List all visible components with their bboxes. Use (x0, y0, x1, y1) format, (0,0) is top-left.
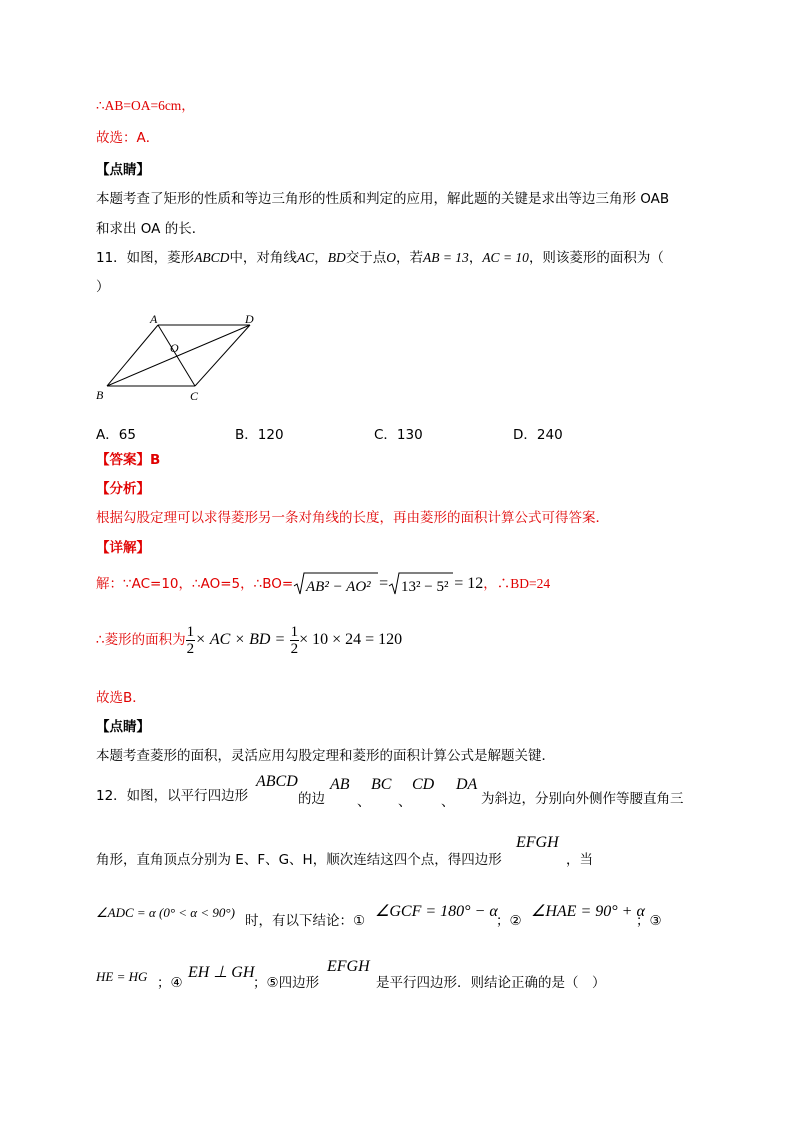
area-expr-2: × 10 × 24 = 120 (299, 631, 403, 648)
q12-sep: 、 (357, 794, 371, 810)
detail-post: ，∴BD=24 (483, 576, 551, 591)
q12-dang: ，当 (566, 852, 593, 868)
q12-semi-3: ；③ (636, 913, 662, 929)
q11-text: ，若 (395, 250, 423, 266)
sqrt-ab-ao (293, 571, 379, 597)
detail-solution-line (96, 570, 550, 598)
choose-line: 故选B． (96, 690, 146, 706)
q12-line3: 时，有以下结论：① (245, 913, 366, 929)
diagonal-bd (107, 325, 250, 386)
q11-ac: AC (296, 250, 315, 265)
q12-sep: 、 (441, 794, 455, 810)
option-a: A．65 (96, 427, 136, 443)
q11-text: 中，对角线 (229, 250, 297, 266)
dianjing-heading: 【点睛】 (96, 162, 150, 178)
q12-efgh-2: EFGH (327, 958, 370, 975)
q11-bd: BD (327, 250, 346, 265)
q12-semi-2: ；② (496, 913, 522, 929)
q12-abcd: ABCD (256, 773, 298, 790)
option-d: D．240 (513, 427, 563, 443)
label-b: B (96, 388, 104, 402)
sqrt-13-5-text: 13² − 5² (401, 579, 449, 595)
question-11 (96, 249, 664, 267)
q12-semi-4: ；④ (157, 975, 183, 991)
sqrt-13-5 (388, 571, 454, 597)
q12-ab: AB (330, 776, 350, 793)
q11-abcd: ABCD (194, 250, 230, 265)
q12-text2: 为斜边，分别向外侧作等腰直角三 (481, 791, 684, 807)
fraction-half-2 (290, 624, 300, 657)
q12-end: 是平行四边形．则结论正确的是（ ） (376, 975, 606, 991)
q11-ab13: AB = 13 (422, 250, 469, 265)
frac-num: 1 (186, 623, 195, 640)
q11-comma: ， (468, 250, 483, 266)
analysis-heading: 【分析】 (96, 481, 150, 497)
label-o: O (170, 341, 179, 355)
analysis-text: 根据勾股定理可以求得菱形另一条对角线的长度，再由菱形的面积计算公式可得答案． (96, 510, 609, 526)
dianjing-text-1: 本题考查了矩形的性质和等边三角形的性质和判定的应用，解此题的关键是求出等边三角形 OAB (96, 191, 670, 207)
q12-number: 12．如图，以平行四边形 (96, 788, 249, 804)
q11-comma: ， (314, 250, 328, 266)
diagonal-ac (158, 325, 195, 386)
conclusion-1: ∠GCF = 180° − α (375, 903, 498, 920)
q12-da: DA (456, 776, 478, 793)
q11-o: O (386, 250, 396, 265)
label-d: D (245, 312, 254, 326)
q12-condition: ∠ADC = α (0° < α < 90°) (96, 905, 235, 920)
conclusion-4: EH ⊥ GH (188, 964, 255, 981)
q12-semi-5: ；⑤四边形 (253, 975, 320, 991)
conclusion-line: ∴AB=OA=6cm， (96, 98, 195, 113)
q12-sep: 、 (398, 794, 412, 810)
choice-line: 故选：A． (96, 130, 160, 146)
q11-text: 交于点 (345, 250, 387, 266)
option-b: B．120 (235, 427, 284, 443)
fraction-half-1 (186, 624, 196, 657)
label-c: C (190, 389, 199, 403)
frac-num: 1 (290, 623, 299, 640)
option-c: C．130 (374, 427, 423, 443)
side-ba (107, 325, 158, 386)
rhombus-figure (88, 308, 268, 406)
q12-line2: 角形，直角顶点分别为 E、F、G、H，顺次连结这四个点，得四边形 (96, 852, 502, 868)
label-a: A (150, 312, 158, 326)
detail-eq: = (379, 575, 389, 592)
frac-den: 2 (186, 640, 195, 657)
conclusion-2: ∠HAE = 90° + α (531, 903, 645, 920)
q11-close-paren: ） (96, 279, 110, 295)
frac-den: 2 (290, 640, 299, 657)
dianjing-text-3: 本题考查菱形的面积，灵活应用勾股定理和菱形的面积计算公式是解题关键． (96, 748, 555, 764)
q12-efgh: EFGH (516, 834, 559, 851)
answer-line: 【答案】B (96, 452, 161, 468)
dianjing-heading-2: 【点睛】 (96, 719, 150, 735)
detail-heading: 【详解】 (96, 540, 150, 556)
q11-ac10: AC = 10 (482, 250, 529, 265)
detail-result: = 12 (454, 575, 484, 592)
sqrt-ab-ao-text: AB² − AO² (306, 579, 371, 595)
q12-bc: BC (371, 776, 392, 793)
q12-bian: 的边 (298, 791, 325, 807)
detail-pre: 解：∵AC=10，∴AO=5，∴BO= (96, 576, 294, 592)
dianjing-text-2: 和求出 OA 的长． (96, 221, 206, 237)
detail-area-line (96, 622, 402, 658)
area-pre: ∴菱形的面积为 (96, 632, 186, 648)
conclusion-3: HE = HG (96, 969, 148, 984)
side-dc (195, 325, 250, 386)
q11-number: 11．如图，菱形 (96, 250, 195, 266)
q12-cd: CD (412, 776, 435, 793)
q12-line1 (96, 787, 248, 805)
q11-text: ，则该菱形的面积为（ (528, 250, 664, 266)
area-expr-1: × AC × BD = (195, 631, 286, 648)
